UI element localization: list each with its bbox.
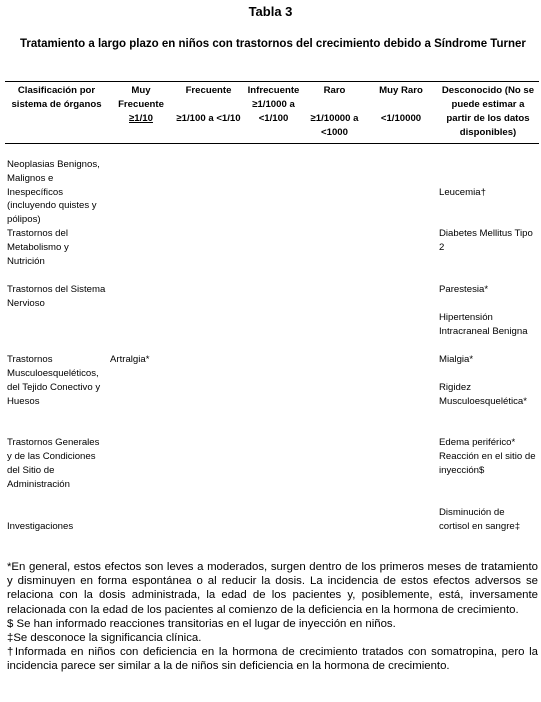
organ-class-cell: Trastornos del Sistema Nervioso [7, 284, 106, 310]
unknown-cell: Diabetes Mellitus Tipo 2 [439, 228, 533, 254]
table-row [5, 506, 539, 534]
unknown-cell: Edema periférico* Reacción en el sitio de inyección$ [439, 437, 536, 477]
unknown-cell: Leucemia† [439, 186, 486, 198]
very-common-cell [108, 283, 174, 353]
footnote-clinical-significance: ‡Se desconoce la significancia clínica. [7, 632, 202, 645]
very-common-cell [108, 506, 174, 534]
table-header-row [5, 82, 539, 144]
footnote-general: *En general, estos efectos son leves a moderados, surgen dentro de los primeros meses de tratamiento y disminuyen en forma espontánea o al reducir la dosis. La incidencia de estos efectos adversos se relaciona con la dosis administrada, la edad de los pacientes y, posiblemente, está, inversamente relacionada con la edad de los pacientes al comienzo de la deficiencia en la hormona de crecimiento. [7, 561, 538, 616]
very-common-cell [108, 227, 174, 283]
header-unknown: Desconocido (No se puede estimar a partir de los datos disponibles) [441, 85, 535, 138]
table-title: Tabla 3 [248, 4, 293, 19]
unknown-cell: Disminución de cortisol en sangre‡ [439, 507, 521, 533]
organ-class-cell: Trastornos del Metabolismo y Nutrición [7, 228, 69, 268]
organ-class-cell: Investigaciones [7, 521, 74, 533]
unknown-cell: Mialgia* Rigidez Musculoesquelética* [439, 354, 527, 408]
header-very-rare: Muy Raro <1/10000 [379, 85, 423, 124]
organ-class-cell: Trastornos Generales y de las Condiciones del Sitio de Administración [7, 437, 100, 490]
header-very-common: Muy Frecuente ≥1/10 [118, 85, 164, 124]
table-row [5, 227, 539, 283]
very-common-cell: Artralgia* [110, 354, 150, 366]
header-organ-class: Clasificación por sistema de órganos [11, 85, 102, 110]
table-footnotes [7, 560, 538, 674]
header-common: Frecuente ≥1/100 a <1/10 [176, 85, 241, 124]
footnote-injection-site: $ Se han informado reacciones transitorias en el lugar de inyección en niños. [7, 617, 396, 630]
table-row [5, 436, 539, 506]
very-common-cell [108, 436, 174, 506]
table-row [5, 283, 539, 353]
header-uncommon: Infrecuente ≥1/1000 a <1/100 [247, 85, 300, 124]
table-subtitle: Tratamiento a largo plazo en niños con trastornos del crecimiento debido a Síndrome Turner [20, 38, 526, 50]
table-row [5, 143, 539, 227]
adverse-reactions-table [5, 81, 539, 534]
footnote-leukemia: †Informada en niños con deficiencia en la hormona de crecimiento tratados con somatropina, pero la incidencia parece ser similar a la de niños sin deficiencia en la hormona de crecimiento. [7, 646, 538, 673]
very-common-cell [108, 143, 174, 227]
organ-class-cell: Neoplasias Benignos, Malignos e Inespecíficos (incluyendo quistes y pólipos) [7, 158, 100, 226]
table-row [5, 353, 539, 436]
organ-class-cell: Trastornos Musculoesqueléticos, del Tejido Conectivo y Huesos [7, 354, 101, 407]
header-rare: Raro ≥1/10000 a <1000 [310, 85, 359, 138]
unknown-cell: Parestesia* Hipertensión Intracraneal Benigna [439, 284, 528, 338]
